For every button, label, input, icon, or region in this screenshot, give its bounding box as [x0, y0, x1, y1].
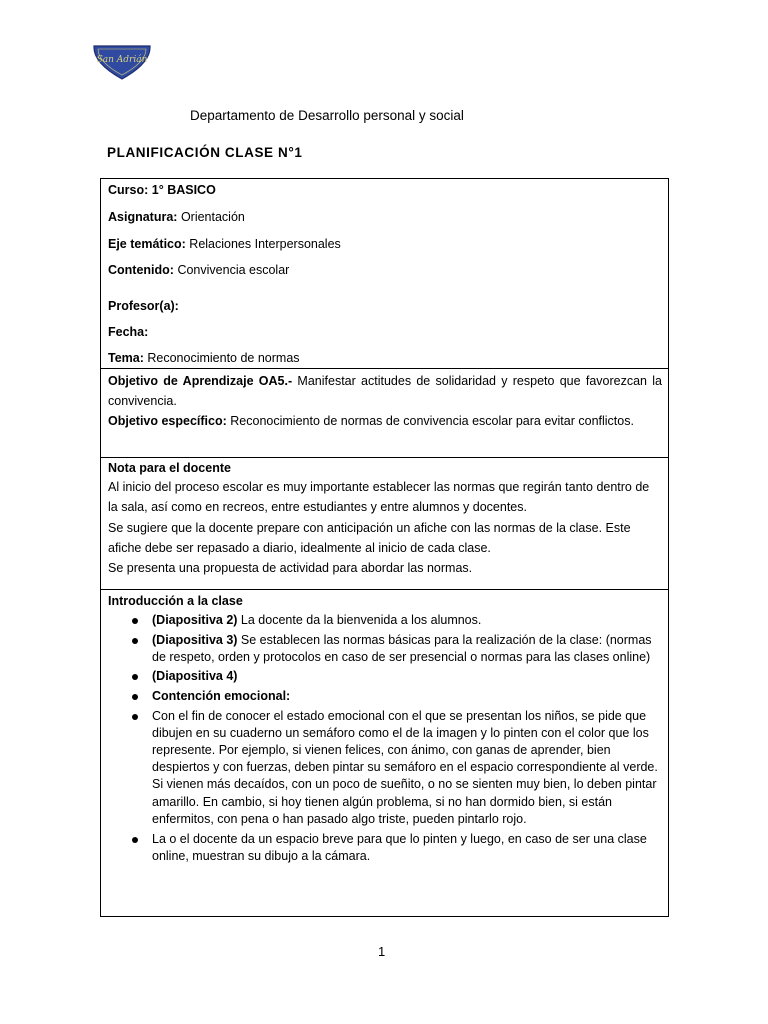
list-item — [101, 668, 660, 685]
axis-value: Relaciones Interpersonales — [189, 237, 341, 251]
list-item — [101, 708, 660, 828]
logo-text: San Adrián — [96, 55, 148, 65]
subject-label: Asignatura: — [108, 210, 178, 224]
slide-reference: (Diapositiva 3) — [152, 632, 238, 647]
slide-reference: (Diapositiva 2) — [152, 613, 238, 627]
specific-objective-text: Reconocimiento de normas de convivencia escolar para evitar conflictos. — [230, 414, 634, 428]
course-line — [108, 180, 662, 200]
content-line — [108, 260, 662, 280]
content-label: Contenido: — [108, 263, 174, 277]
specific-objective — [108, 411, 662, 431]
emotional-support-heading: Contención emocional: — [152, 688, 291, 703]
objectives-section — [101, 369, 668, 458]
subject-line — [108, 207, 662, 227]
teacher-note-heading: Nota para el docente — [108, 461, 231, 475]
list-item — [101, 612, 660, 629]
axis-line — [108, 234, 662, 254]
introduction-list — [101, 612, 660, 868]
topic-label: Tema: — [108, 351, 144, 365]
date-label: Fecha: — [108, 325, 149, 339]
list-item — [101, 688, 660, 705]
list-item-text: La o el docente da un espacio breve para que lo pinten y luego, en caso de ser una clase online, muestran su dibujo a la cámara. — [152, 832, 647, 864]
teacher-note-section — [101, 458, 668, 590]
topic-value: Reconocimiento de normas — [147, 351, 300, 365]
teacher-note-paragraph-2: Se sugiere que la docente prepare con anticipación un afiche con las normas de la clase. Este afiche debe ser repasado a diario, idealmente al inicio de cada clase. — [108, 521, 631, 555]
teacher-note-paragraph-3: Se presenta una propuesta de actividad para abordar las normas. — [108, 561, 473, 575]
content-value: Convivencia escolar — [177, 263, 290, 277]
traffic-light-activity-text: Con el fin de conocer el estado emocional con el que se presentan los niños, se pide que dibujen en su cuaderno un semáforo como el de la imagen y lo pinten con el color que los represente. Por ejemplo, si vienen felices, con ánimo, con ganas de aprender, bien despiertos y con fuerzas, deben pintar su semáforo en el espacio correspondiente al verde. Si vienen más decaídos, con un poco de sueñito, o no se sienten muy bien, lo deben pintar amarillo. En cambio, si hoy tienen algún problema, si no han dormido bien, si están enfermitos, con pena o han pasado algo triste, pueden pintarlo rojo. — [152, 708, 658, 826]
list-item-text: Se establecen las normas básicas para la realización de la clase: (normas de respeto, orden y protocolos en caso de ser presencial o normas para las clases online) — [152, 632, 652, 664]
list-item — [101, 632, 660, 666]
list-item-text: La docente da la bienvenida a los alumnos. — [237, 613, 482, 627]
department-title: Departamento de Desarrollo personal y social — [190, 108, 464, 123]
teacher-note-paragraph-1: Al inicio del proceso escolar es muy importante establecer las normas que regirán tanto dentro de la sala, así como en recreos, entre estudiantes y entre alumnos y docentes. — [108, 480, 650, 514]
school-logo — [91, 43, 153, 81]
teacher-label: Profesor(a): — [108, 299, 179, 313]
planning-table — [100, 178, 669, 917]
learning-objective-label: Objetivo de Aprendizaje OA5.- — [108, 374, 293, 388]
page-number: 1 — [378, 944, 386, 959]
class-introduction-section — [101, 590, 668, 916]
slide-reference: (Diapositiva 4) — [152, 669, 238, 684]
list-item — [101, 831, 660, 865]
course-value: 1° BASICO — [151, 183, 216, 197]
learning-objective — [108, 371, 662, 411]
topic-line — [108, 348, 662, 368]
axis-label: Eje temático: — [108, 237, 186, 251]
course-info-section — [101, 179, 668, 369]
specific-objective-label: Objetivo específico: — [108, 414, 227, 428]
introduction-heading: Introducción a la clase — [108, 594, 243, 608]
course-label: Curso: — [108, 183, 149, 197]
subject-value: Orientación — [180, 210, 245, 224]
planning-title: PLANIFICACIÓN CLASE N°1 — [107, 145, 303, 160]
learning-objective-text: Manifestar actitudes de solidaridad y respeto que favorezcan la convivencia. — [108, 374, 662, 408]
